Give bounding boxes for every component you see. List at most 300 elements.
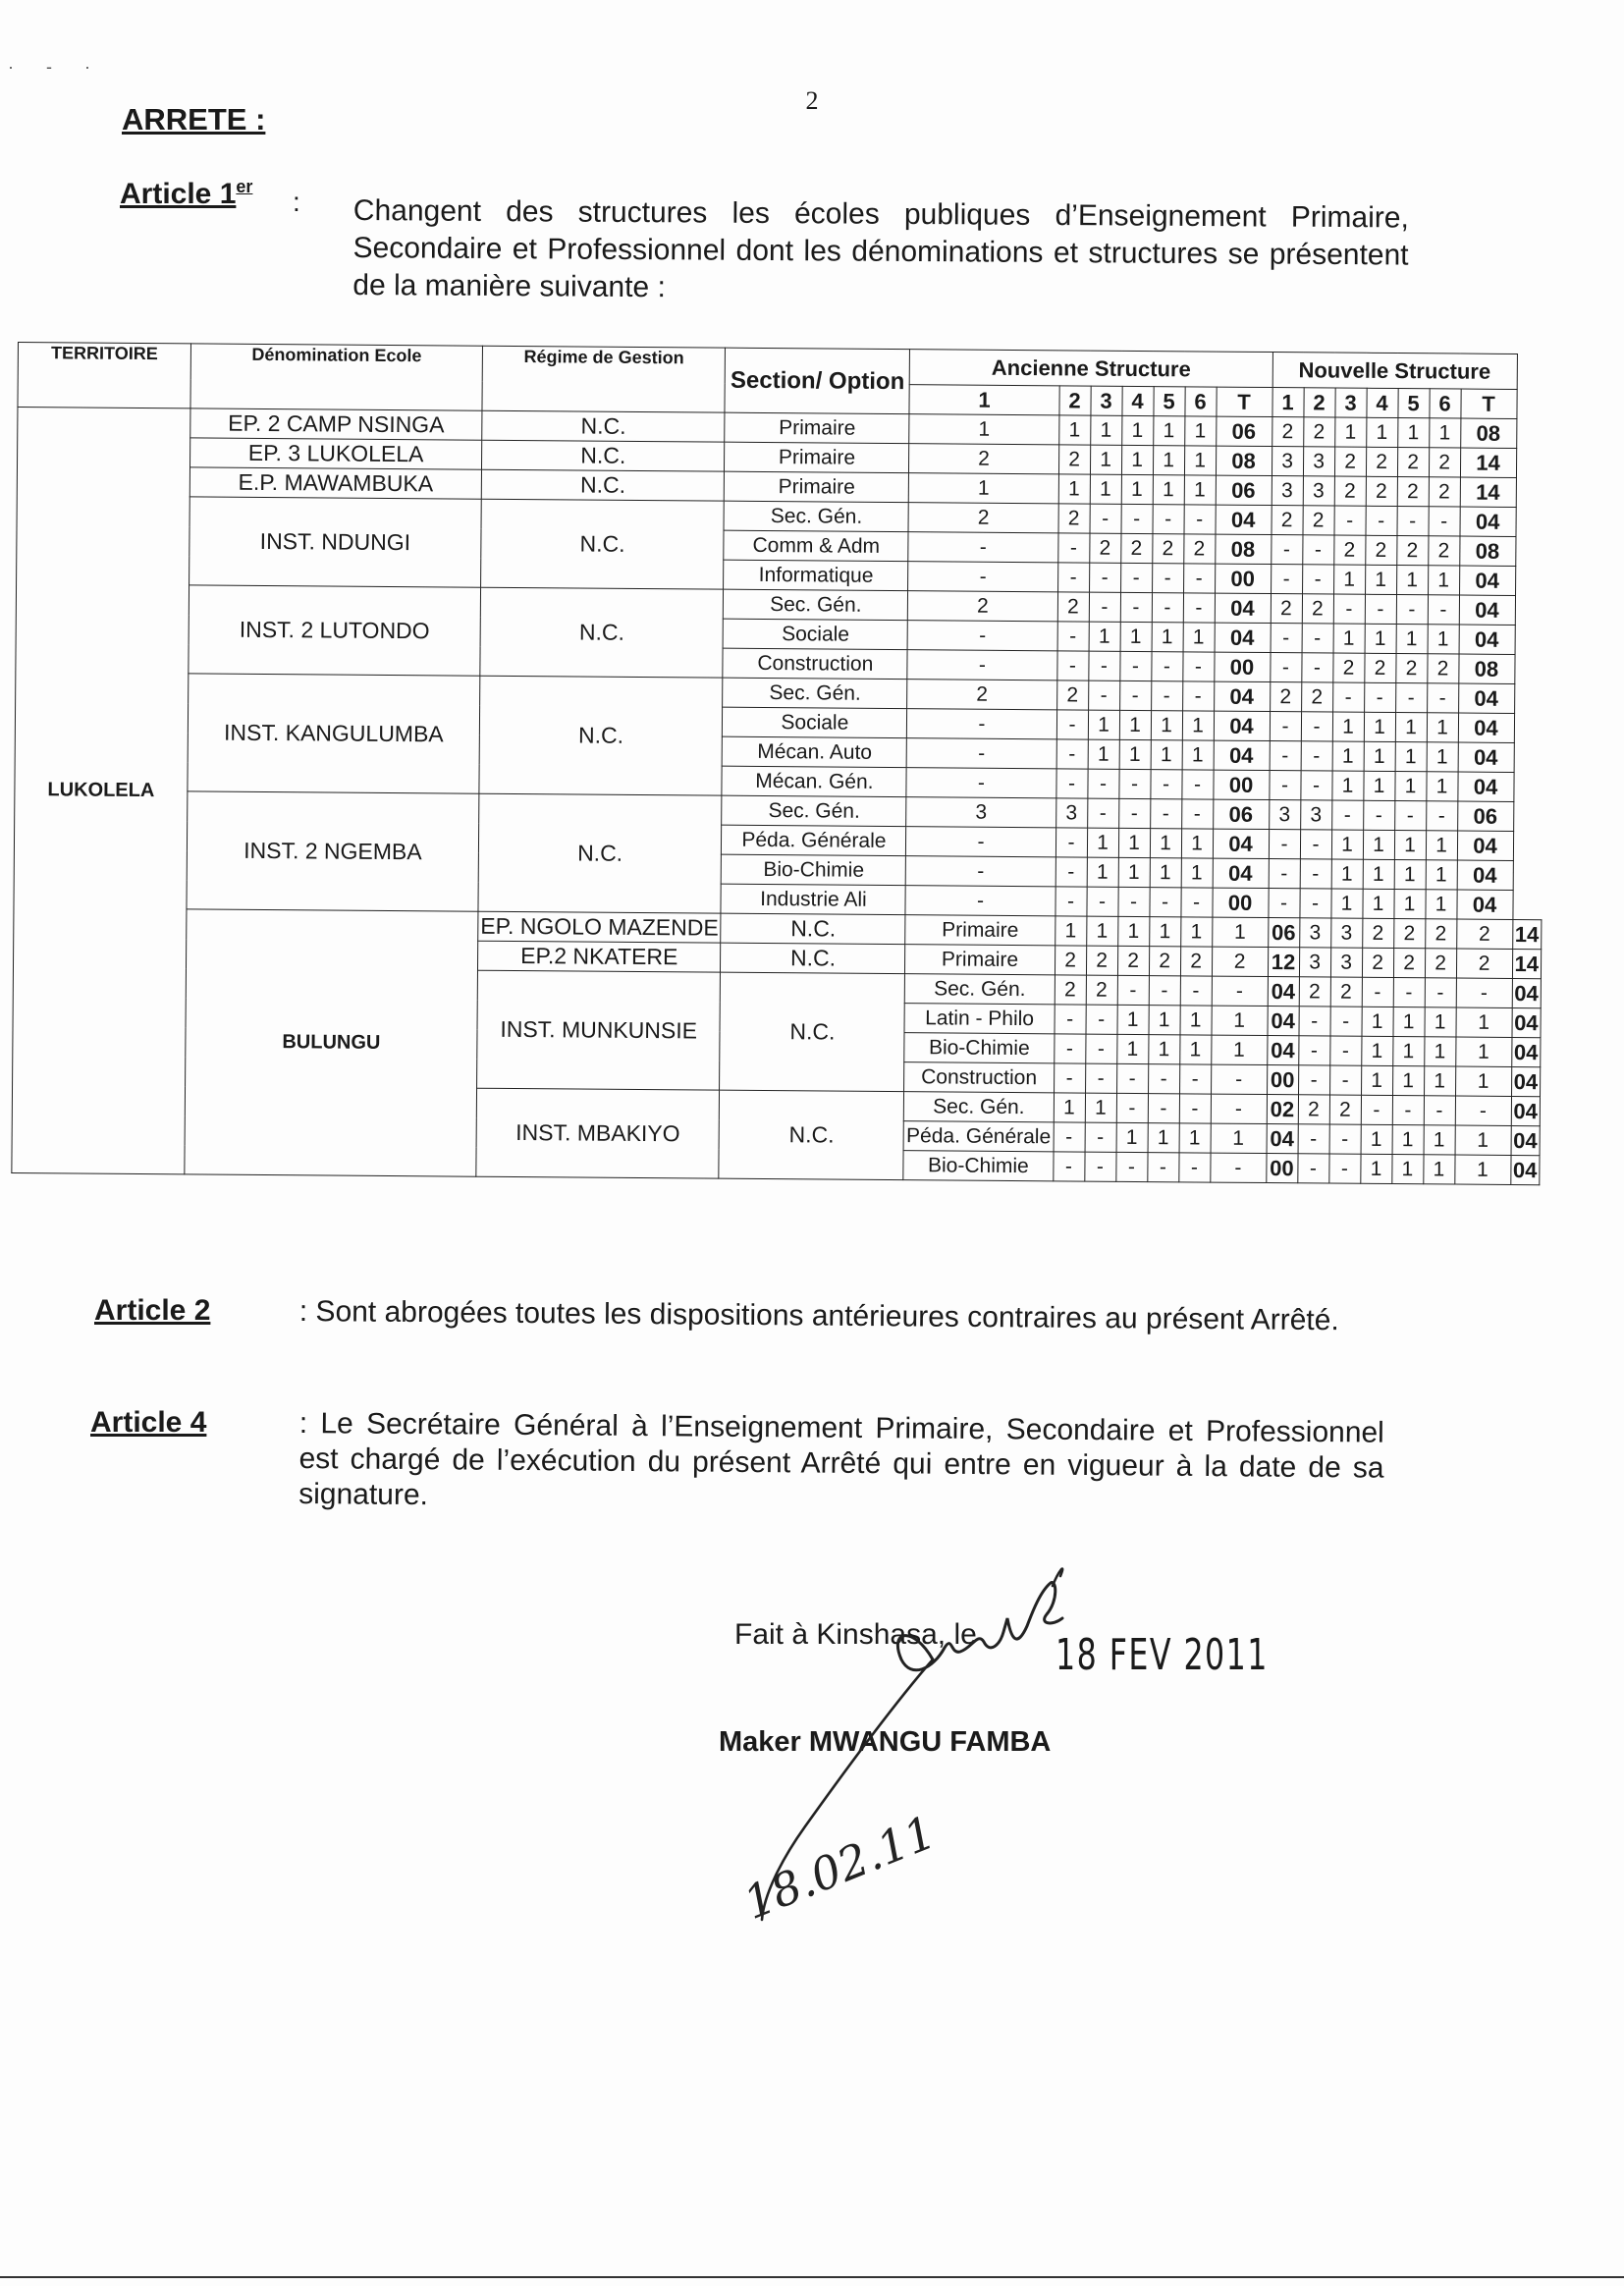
ancienne-level-cell: 1 [1181, 829, 1213, 858]
ancienne-level-cell: 1 [1087, 857, 1118, 887]
ancienne-level-cell: 1 [1121, 445, 1153, 474]
ancienne-level-cell: - [1148, 1094, 1179, 1123]
nouvelle-level-cell: - [1298, 1065, 1329, 1095]
ancienne-level-cell: - [1115, 1152, 1147, 1181]
nouvelle-level-cell: 2 [1333, 535, 1365, 565]
ancienne-total-cell: 12 [1268, 948, 1299, 977]
regime-cell: N.C. [481, 440, 725, 471]
ancienne-level-cell: 1 [1212, 1006, 1268, 1035]
nouvelle-level-cell: 1 [1333, 624, 1365, 653]
nouvelle-level-cell: 1 [1394, 831, 1426, 860]
ancienne-level-cell: 1 [1086, 916, 1117, 946]
ancienne-level-cell: 3 [1056, 798, 1087, 828]
school-name-cell: INST. MUNKUNSIE [477, 970, 721, 1090]
nouvelle-level-cell: 2 [1425, 919, 1456, 949]
nouvelle-level-cell: 1 [1363, 859, 1394, 889]
nouvelle-level-cell: - [1365, 594, 1396, 624]
nouvelle-level-cell: - [1270, 653, 1301, 682]
nouvelle-level-cell: - [1456, 978, 1512, 1007]
ancienne-level-cell: - [1120, 563, 1152, 592]
ancienne-level-cell: - [1086, 1005, 1117, 1034]
section-cell: Bio-Chimie [903, 1151, 1053, 1181]
ancienne-total-cell: 00 [1266, 1154, 1297, 1183]
ancienne-level-cell: 1 [1151, 711, 1182, 740]
ancienne-level-cell: 1 [1120, 622, 1152, 651]
ancienne-level-cell: 2 [1055, 975, 1086, 1005]
nouvelle-total-cell: 04 [1511, 1066, 1541, 1096]
ancienne-level-cell: - [907, 709, 1056, 739]
ancienne-level-cell: - [1088, 680, 1119, 710]
ancienne-level-cell: 2 [1058, 445, 1090, 474]
territoire-cell: LUKOLELA [12, 408, 190, 1174]
signature-place: Fait à Kinshasa, le [734, 1618, 977, 1651]
nouvelle-level-cell: - [1328, 1154, 1360, 1183]
ancienne-level-cell: 2 [1120, 533, 1152, 563]
regime-cell: N.C. [482, 410, 726, 442]
nouvelle-level-cell: 2 [1302, 594, 1333, 624]
nouvelle-total-cell: 04 [1457, 831, 1513, 860]
nouvelle-level-cell: - [1361, 1095, 1392, 1124]
ancienne-level-cell: 1 [1181, 858, 1213, 888]
section-cell: Construction [723, 648, 907, 679]
regime-cell: N.C. [719, 1090, 904, 1179]
section-cell: Primaire [725, 471, 909, 502]
ancienne-level-cell: - [1118, 769, 1150, 798]
nouvelle-level-cell: - [1396, 595, 1428, 625]
nouvelle-level-cell: - [1297, 1154, 1328, 1183]
nouvelle-level-cell: 3 [1272, 476, 1303, 506]
article1-colon: : [293, 187, 300, 217]
ancienne-level-cell: - [1179, 1094, 1211, 1123]
ancienne-level-cell: 1 [1087, 828, 1118, 857]
nouvelle-level-cell: - [1397, 507, 1429, 536]
ancienne-level-cell: 1 [1054, 1093, 1085, 1122]
section-cell: Sec. Gén. [722, 795, 906, 826]
ancienne-level-cell: - [1085, 1034, 1116, 1063]
ancienne-level-cell: - [1149, 976, 1180, 1006]
nouvelle-level-cell: 2 [1301, 682, 1332, 712]
header-nouvelle: Nouvelle Structure [1272, 353, 1517, 390]
nouvelle-level-cell: - [1299, 889, 1330, 918]
ancienne-level-cell: 2 [1180, 947, 1212, 976]
level-header-nouvelle: 3 [1334, 388, 1366, 417]
section-cell: Sec. Gén. [904, 1092, 1054, 1122]
nouvelle-level-cell: 2 [1428, 536, 1459, 566]
nouvelle-level-cell: - [1302, 624, 1333, 653]
school-name-cell: EP.2 NKATERE [477, 941, 721, 972]
structure-table-wrap [11, 342, 1546, 1185]
nouvelle-level-cell: 2 [1271, 594, 1302, 624]
nouvelle-total-cell: 04 [1456, 890, 1512, 919]
nouvelle-level-cell: 3 [1299, 918, 1330, 948]
ancienne-level-cell: - [1211, 1064, 1267, 1094]
ancienne-level-cell: 1 [1184, 475, 1216, 505]
nouvelle-total-cell: 04 [1457, 772, 1513, 801]
ancienne-level-cell: - [1178, 1153, 1210, 1182]
nouvelle-level-cell: 2 [1366, 447, 1397, 476]
ancienne-level-cell: 1 [1118, 828, 1150, 857]
ancienne-level-cell: - [1212, 976, 1268, 1006]
ancienne-level-cell: - [1054, 1063, 1085, 1093]
ancienne-level-cell: - [1117, 975, 1149, 1005]
ancienne-level-cell: 1 [1090, 415, 1121, 445]
nouvelle-level-cell: 2 [1332, 653, 1364, 682]
nouvelle-total-cell: 14 [1512, 949, 1542, 978]
ancienne-level-cell: 1 [1088, 739, 1119, 769]
nouvelle-total-cell: 04 [1459, 625, 1515, 654]
nouvelle-level-cell: - [1270, 712, 1301, 741]
nouvelle-level-cell: 1 [1363, 830, 1394, 859]
nouvelle-level-cell: - [1333, 594, 1365, 624]
nouvelle-level-cell: 1 [1331, 771, 1363, 800]
section-cell: Bio-Chimie [722, 854, 906, 885]
nouvelle-level-cell: - [1300, 771, 1331, 800]
nouvelle-total-cell: 04 [1511, 1096, 1541, 1125]
nouvelle-total-cell: 04 [1460, 507, 1516, 536]
ancienne-level-cell: 1 [1116, 1034, 1148, 1063]
nouvelle-total-cell: 08 [1460, 418, 1516, 448]
nouvelle-level-cell: - [1455, 1096, 1511, 1125]
section-cell: Péda. Générale [722, 825, 906, 855]
ancienne-level-cell: - [907, 621, 1056, 651]
regime-cell: N.C. [480, 587, 724, 678]
nouvelle-level-cell: 1 [1455, 1125, 1511, 1155]
nouvelle-level-cell: - [1271, 565, 1302, 594]
page-number: 2 [805, 86, 819, 115]
ancienne-level-cell: 1 [1119, 739, 1151, 769]
nouvelle-level-cell: - [1300, 859, 1331, 889]
ancienne-level-cell: - [1119, 680, 1151, 710]
level-header-nouvelle: 2 [1303, 388, 1334, 417]
ancienne-level-cell: 2 [1055, 946, 1086, 975]
ancienne-level-cell: 1 [1184, 416, 1216, 446]
level-header-ancienne: T [1216, 387, 1272, 416]
section-cell: Primaire [905, 915, 1055, 946]
nouvelle-level-cell: - [1362, 977, 1393, 1007]
ancienne-level-cell: - [1084, 1152, 1115, 1181]
ancienne-level-cell: - [1056, 828, 1087, 857]
nouvelle-level-cell: - [1334, 506, 1366, 535]
section-cell: Construction [904, 1062, 1054, 1093]
ancienne-level-cell: - [1087, 798, 1118, 828]
article2-label: Article 2 [94, 1294, 211, 1327]
school-name-cell: INST. MBAKIYO [476, 1088, 720, 1178]
nouvelle-level-cell: 1 [1393, 890, 1425, 919]
ancienne-level-cell: - [906, 827, 1056, 857]
school-name-cell: INST. KANGULUMBA [188, 674, 480, 793]
nouvelle-level-cell: 1 [1392, 1066, 1424, 1096]
nouvelle-level-cell: - [1366, 506, 1397, 535]
nouvelle-level-cell: 1 [1396, 625, 1428, 654]
nouvelle-level-cell: 1 [1425, 890, 1456, 919]
nouvelle-level-cell: 2 [1298, 1095, 1329, 1124]
nouvelle-total-cell: 04 [1512, 1007, 1542, 1037]
ancienne-level-cell: - [1086, 887, 1117, 916]
nouvelle-level-cell: 3 [1303, 447, 1334, 476]
ancienne-total-cell: 06 [1213, 799, 1269, 829]
ancienne-level-cell: - [1183, 564, 1215, 593]
nouvelle-level-cell: 2 [1456, 919, 1512, 949]
header-regime: Régime de Gestion [482, 346, 726, 412]
nouvelle-level-cell: 3 [1330, 918, 1362, 948]
ancienne-level-cell: - [1116, 1063, 1148, 1093]
section-cell: Primaire [725, 412, 909, 443]
nouvelle-total-cell: 04 [1458, 683, 1514, 713]
article1-label-main: Article 1 [120, 178, 237, 210]
nouvelle-level-cell: 1 [1363, 771, 1394, 800]
ancienne-level-cell: 1 [1212, 917, 1268, 947]
nouvelle-level-cell: 1 [1428, 566, 1459, 595]
nouvelle-level-cell: 1 [1362, 1007, 1393, 1036]
ancienne-level-cell: - [1054, 1034, 1085, 1063]
nouvelle-level-cell: - [1329, 1124, 1361, 1154]
ancienne-level-cell: 2 [1086, 975, 1117, 1005]
ancienne-level-cell: - [1056, 769, 1087, 798]
regime-cell: N.C. [481, 499, 725, 589]
ancienne-total-cell: 08 [1216, 446, 1272, 475]
nouvelle-level-cell: - [1269, 830, 1300, 859]
ancienne-level-cell: - [1184, 505, 1216, 534]
ancienne-level-cell: - [907, 738, 1056, 769]
nouvelle-level-cell: 2 [1397, 477, 1429, 507]
nouvelle-level-cell: 2 [1429, 477, 1460, 507]
ancienne-total-cell: 04 [1215, 623, 1271, 652]
nouvelle-level-cell: - [1428, 595, 1459, 625]
nouvelle-level-cell: 1 [1333, 565, 1365, 594]
ancienne-level-cell: 1 [1117, 916, 1149, 946]
nouvelle-level-cell: 2 [1456, 949, 1512, 978]
nouvelle-total-cell: 14 [1460, 448, 1516, 477]
ancienne-level-cell: - [1150, 770, 1181, 799]
ancienne-level-cell: 1 [1148, 1035, 1179, 1064]
nouvelle-level-cell: - [1302, 565, 1333, 594]
ancienne-level-cell: - [1183, 593, 1215, 623]
ancienne-total-cell: 06 [1216, 475, 1272, 505]
ancienne-level-cell: - [1181, 770, 1213, 799]
ancienne-level-cell: - [1057, 622, 1089, 651]
ancienne-level-cell: - [1179, 1064, 1211, 1094]
nouvelle-level-cell: 1 [1395, 713, 1427, 742]
header-ancienne: Ancienne Structure [910, 350, 1272, 388]
nouvelle-level-cell: 1 [1427, 713, 1458, 742]
header-section: Section/ Option [725, 348, 910, 413]
ancienne-level-cell: 1 [1183, 623, 1215, 652]
nouvelle-level-cell: 1 [1361, 1036, 1392, 1065]
ancienne-level-cell: - [1147, 1153, 1178, 1182]
ancienne-level-cell: 1 [1152, 623, 1183, 652]
nouvelle-level-cell: - [1395, 683, 1427, 713]
section-cell: Sec. Gén. [905, 974, 1055, 1005]
ancienne-level-cell: 2 [1058, 504, 1090, 533]
ancienne-level-cell: 1 [1148, 1123, 1179, 1153]
nouvelle-total-cell: 14 [1460, 477, 1516, 507]
ancienne-level-cell: - [1180, 976, 1212, 1006]
ancienne-total-cell: 04 [1216, 505, 1272, 534]
nouvelle-level-cell: 1 [1397, 418, 1429, 448]
section-cell: Sec. Gén. [724, 589, 908, 620]
nouvelle-level-cell: 1 [1364, 741, 1395, 771]
header-territoire: TERRITOIRE [18, 343, 191, 408]
ancienne-level-cell: - [1151, 681, 1182, 711]
nouvelle-level-cell: - [1331, 800, 1363, 830]
ancienne-level-cell: 1 [1182, 711, 1214, 740]
nouvelle-total-cell: 04 [1459, 595, 1515, 625]
ancienne-total-cell: 00 [1213, 770, 1269, 799]
ancienne-level-cell: 1 [1085, 1093, 1116, 1122]
section-cell: Primaire [905, 945, 1055, 975]
ancienne-total-cell: 00 [1214, 652, 1270, 681]
ancienne-level-cell: - [1151, 652, 1182, 681]
nouvelle-level-cell: 1 [1361, 1124, 1392, 1154]
ancienne-level-cell: - [1055, 1005, 1086, 1034]
ancienne-level-cell: - [1180, 888, 1212, 917]
nouvelle-level-cell: - [1269, 771, 1300, 800]
level-header-ancienne: 3 [1090, 386, 1121, 415]
ancienne-level-cell: - [1120, 592, 1152, 622]
nouvelle-level-cell: 2 [1299, 977, 1330, 1007]
nouvelle-level-cell: 3 [1330, 948, 1362, 977]
nouvelle-level-cell: 1 [1366, 417, 1397, 447]
nouvelle-level-cell: 1 [1428, 625, 1459, 654]
article1-label [120, 177, 252, 211]
nouvelle-level-cell: 1 [1456, 1007, 1512, 1037]
nouvelle-level-cell: 1 [1426, 831, 1457, 860]
ancienne-level-cell: - [1088, 651, 1119, 680]
ancienne-level-cell: 1 [1149, 1006, 1180, 1035]
ancienne-level-cell: 1 [1150, 858, 1181, 888]
ancienne-level-cell: - [1152, 564, 1183, 593]
nouvelle-level-cell: 1 [1394, 772, 1426, 801]
ancienne-total-cell: 00 [1267, 1065, 1298, 1095]
ancienne-total-cell: 00 [1215, 564, 1271, 593]
ancienne-level-cell: 1 [1090, 474, 1121, 504]
level-header-nouvelle: 5 [1397, 389, 1429, 418]
section-cell: Sec. Gén. [723, 678, 907, 708]
school-name-cell: INST. 2 NGEMBA [187, 791, 479, 911]
ancienne-level-cell: - [1057, 563, 1089, 592]
ancienne-total-cell: 04 [1214, 740, 1270, 770]
ancienne-level-cell: - [1085, 1063, 1116, 1093]
ancienne-total-cell: 04 [1215, 593, 1271, 623]
section-cell: Sociale [723, 619, 907, 649]
nouvelle-level-cell: 1 [1392, 1125, 1424, 1155]
nouvelle-level-cell: - [1330, 1007, 1362, 1036]
ancienne-total-cell: 04 [1213, 858, 1269, 888]
nouvelle-level-cell: 2 [1303, 506, 1334, 535]
ancienne-level-cell: 2 [909, 444, 1058, 474]
ancienne-level-cell: - [1116, 1093, 1148, 1122]
ancienne-level-cell: 1 [1184, 446, 1216, 475]
school-name-cell: INST. 2 LUTONDO [189, 585, 481, 676]
signatory-name: Maker MWANGU FAMBA [719, 1726, 1052, 1758]
ancienne-level-cell: 1 [1150, 829, 1181, 858]
ancienne-level-cell: - [1119, 651, 1151, 680]
nouvelle-level-cell: - [1269, 859, 1300, 889]
ancienne-level-cell: 2 [1183, 534, 1215, 564]
section-cell: Péda. Générale [903, 1121, 1053, 1152]
school-name-cell: EP. NGOLO MAZENDE [478, 911, 722, 943]
nouvelle-level-cell: - [1301, 741, 1332, 771]
ancienne-level-cell: - [1150, 799, 1181, 829]
nouvelle-level-cell: 1 [1424, 1037, 1455, 1066]
regime-cell: N.C. [478, 793, 722, 913]
ancienne-level-cell: - [1182, 681, 1214, 711]
nouvelle-level-cell: - [1364, 682, 1395, 712]
ancienne-total-cell: 08 [1215, 534, 1271, 564]
ancienne-level-cell: 2 [1117, 946, 1149, 975]
nouvelle-level-cell: 1 [1424, 1125, 1455, 1155]
nouvelle-total-cell: 04 [1511, 1125, 1541, 1155]
article1-text: Changent des structures les écoles publiques d’Enseignement Primaire, Secondaire et Professionnel dont les dénominations et structures se présentent de la manière suivante : [352, 193, 1409, 304]
nouvelle-level-cell: 1 [1426, 860, 1457, 890]
ancienne-total-cell: 00 [1212, 888, 1268, 917]
nouvelle-level-cell: 1 [1425, 1007, 1456, 1037]
nouvelle-total-cell: 04 [1458, 713, 1514, 742]
nouvelle-level-cell: 2 [1272, 417, 1303, 447]
ancienne-level-cell: - [1149, 888, 1180, 917]
nouvelle-total-cell: 04 [1510, 1155, 1540, 1184]
nouvelle-level-cell: 2 [1303, 417, 1334, 447]
table-header [18, 343, 1545, 419]
ancienne-level-cell: 1 [1088, 710, 1119, 739]
nouvelle-level-cell: 1 [1396, 566, 1428, 595]
ancienne-level-cell: 3 [906, 797, 1056, 828]
article4-text: : Le Secrétaire Général à l’Enseignement Primaire, Secondaire et Professionnel est chargé de l’exécution du présent Arrêté qui entre en vigueur à la date de sa signature. [298, 1407, 1384, 1512]
ancienne-total-cell: 06 [1216, 416, 1272, 446]
ancienne-level-cell: 1 [1058, 415, 1090, 445]
nouvelle-level-cell: 1 [1393, 1007, 1425, 1037]
nouvelle-level-cell: - [1329, 1036, 1361, 1065]
regime-cell: N.C. [481, 469, 725, 501]
nouvelle-total-cell: 04 [1458, 742, 1514, 772]
nouvelle-total-cell: 04 [1459, 566, 1515, 595]
ancienne-level-cell: 2 [907, 680, 1056, 710]
nouvelle-level-cell: 2 [1393, 949, 1425, 978]
nouvelle-level-cell: - [1300, 830, 1331, 859]
ancienne-level-cell: 2 [1057, 592, 1089, 622]
nouvelle-level-cell: 3 [1303, 476, 1334, 506]
ancienne-level-cell: - [905, 886, 1055, 916]
nouvelle-total-cell: 14 [1512, 919, 1542, 949]
nouvelle-total-cell: 08 [1458, 654, 1514, 683]
nouvelle-level-cell: - [1298, 1124, 1329, 1154]
section-cell: Mécan. Gén. [722, 766, 906, 796]
ancienne-level-cell: 1 [909, 414, 1058, 445]
ancienne-total-cell: 04 [1214, 711, 1270, 740]
nouvelle-level-cell: 1 [1424, 1066, 1455, 1096]
ancienne-level-cell: - [1085, 1122, 1116, 1152]
ancienne-level-cell: - [1089, 563, 1120, 592]
ancienne-level-cell: - [906, 856, 1056, 887]
nouvelle-level-cell: 2 [1425, 949, 1456, 978]
section-cell: Informatique [724, 560, 908, 590]
ancienne-level-cell: - [1152, 593, 1183, 623]
article1-label-sup: er [236, 177, 253, 196]
ancienne-level-cell: - [1056, 651, 1088, 680]
nouvelle-level-cell: - [1329, 1065, 1361, 1095]
nouvelle-total-cell: 08 [1459, 536, 1515, 566]
nouvelle-level-cell: 2 [1334, 447, 1366, 476]
ancienne-level-cell: - [1121, 504, 1153, 533]
regime-cell: N.C. [479, 676, 723, 795]
ancienne-level-cell: 1 [1149, 917, 1180, 947]
nouvelle-level-cell: - [1298, 1036, 1329, 1065]
nouvelle-total-cell: 06 [1457, 801, 1513, 831]
ancienne-total-cell: 06 [1268, 918, 1299, 948]
nouvelle-level-cell: 1 [1332, 741, 1364, 771]
nouvelle-level-cell: 1 [1365, 565, 1396, 594]
table-body [12, 408, 1545, 1185]
